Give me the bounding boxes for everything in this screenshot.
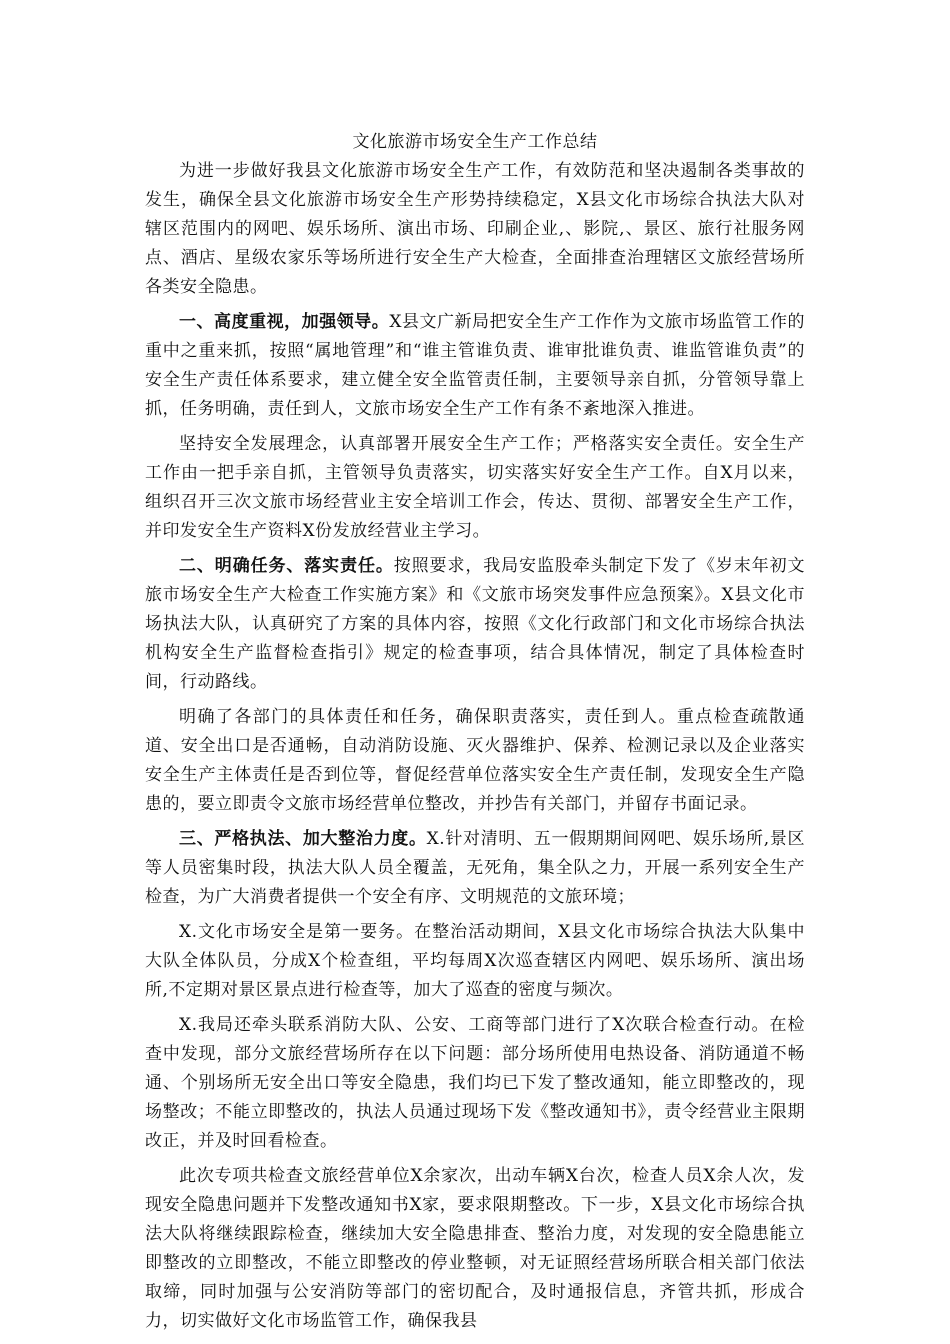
paragraph-section-1	[145, 308, 805, 424]
paragraph-section-1-detail	[145, 430, 805, 546]
paragraph-text: X县文广新局把安全生产工作作为文旅市场监管工作的重中之重来抓，按照“属地管理”和“谁主管谁负责、谁审批谁负责、谁监管谁负责”的安全生产责任体系要求，建立健全安全监管责任制，主要领导亲自抓，分管领导靠上抓，任务明确，责任到人，文旅市场安全生产工作有条不紊地深入推进。	[145, 312, 805, 419]
paragraph-text: X.针对清明、五一假期期间网吧、娱乐场所,景区等人员密集时段，执法大队人员全覆盖，无死角，集全队之力，开展一系列安全生产检查，为广大消费者提供一个安全有序、文明规范的文旅环境；	[145, 829, 805, 907]
paragraph-text: 此次专项共检查文旅经营单位X余家次，出动车辆X台次，检查人员X余人次，发现安全隐患问题并下发整改通知书X家，要求限期整改。下一步，X县文化市场综合执法大队将继续跟踪检查，继续加大安全隐患排查、整治力度，对发现的安全隐患能立即整改的立即整改，不能立即整改的停业整顿，对无证照经营场所联合相关部门依法取缔，同时加强与公安消防等部门的密切配合，及时通报信息，齐管共抓，形成合力，切实做好文化市场监管工作，确保我县	[145, 1166, 805, 1331]
paragraph-section-3-item-2	[145, 918, 805, 1005]
paragraph-text: 明确了各部门的具体责任和任务，确保职责落实，责任到人。重点检查疏散通道、安全出口是否通畅，自动消防设施、灭火器维护、保养、检测记录以及企业落实安全生产主体责任是否到位等，督促经营单位落实安全生产责任制，发现安全生产隐患的，要立即责令文旅市场经营单位整改，并抄告有关部门，并留存书面记录。	[145, 707, 805, 814]
section-heading: 三、严格执法、加大整治力度。	[179, 829, 427, 849]
paragraph-text: 坚持安全发展理念，认真部署开展安全生产工作；严格落实安全责任。安全生产工作由一把手亲自抓，主管领导负责落实，切实落实好安全生产工作。自X月以来，组织召开三次文旅市场经营业主安全培训工作会，传达、贯彻、部署安全生产工作，并印发安全生产资料X份发放经营业主学习。	[145, 434, 805, 541]
paragraph-text: X.文化市场安全是第一要务。在整治活动期间，X县文化市场综合执法大队集中大队全体队员，分成X个检查组，平均每周X次巡查辖区内网吧、娱乐场所、演出场所,不定期对景区景点进行检查等，加大了巡查的密度与频次。	[145, 922, 805, 1000]
paragraph-text: 按照要求，我局安监股牵头制定下发了《岁末年初文旅市场安全生产大检查工作实施方案》和《文旅市场突发事件应急预案》。X县文化市场执法大队，认真研究了方案的具体内容，按照《文化行政部门和文化市场综合执法机构安全生产监督检查指引》规定的检查事项，结合具体情况，制定了具体检查时间，行动路线。	[145, 556, 805, 692]
paragraph-section-2	[145, 552, 805, 697]
paragraph-section-3	[145, 825, 805, 912]
section-heading: 一、高度重视，加强领导。	[179, 312, 390, 332]
document-page	[145, 128, 805, 1342]
paragraph-section-2-detail	[145, 703, 805, 819]
paragraph-intro	[145, 157, 805, 302]
paragraph-text: 为进一步做好我县文化旅游市场安全生产工作，有效防范和坚决遏制各类事故的发生，确保全县文化旅游市场安全生产形势持续稳定，X县文化市场综合执法大队对辖区范围内的网吧、娱乐场所、演出市场、印刷企业,、影院,、景区、旅行社服务网点、酒店、星级农家乐等场所进行安全生产大检查，全面排查治理辖区文旅经营场所各类安全隐患。	[145, 161, 805, 297]
paragraph-summary	[145, 1162, 805, 1336]
section-heading: 二、明确任务、落实责任。	[179, 556, 394, 576]
paragraph-text: X.我局还牵头联系消防大队、公安、工商等部门进行了X次联合检查行动。在检查中发现，部分文旅经营场所存在以下问题：部分场所使用电热设备、消防通道不畅通、个别场所无安全出口等安全隐患，我们均已下发了整改通知，能立即整改的，现场整改；不能立即整改的，执法人员通过现场下发《整改通知书》，责令经营业主限期改正，并及时回看检查。	[145, 1015, 805, 1151]
paragraph-section-3-item-3	[145, 1011, 805, 1156]
document-title: 文化旅游市场安全生产工作总结	[352, 132, 598, 152]
